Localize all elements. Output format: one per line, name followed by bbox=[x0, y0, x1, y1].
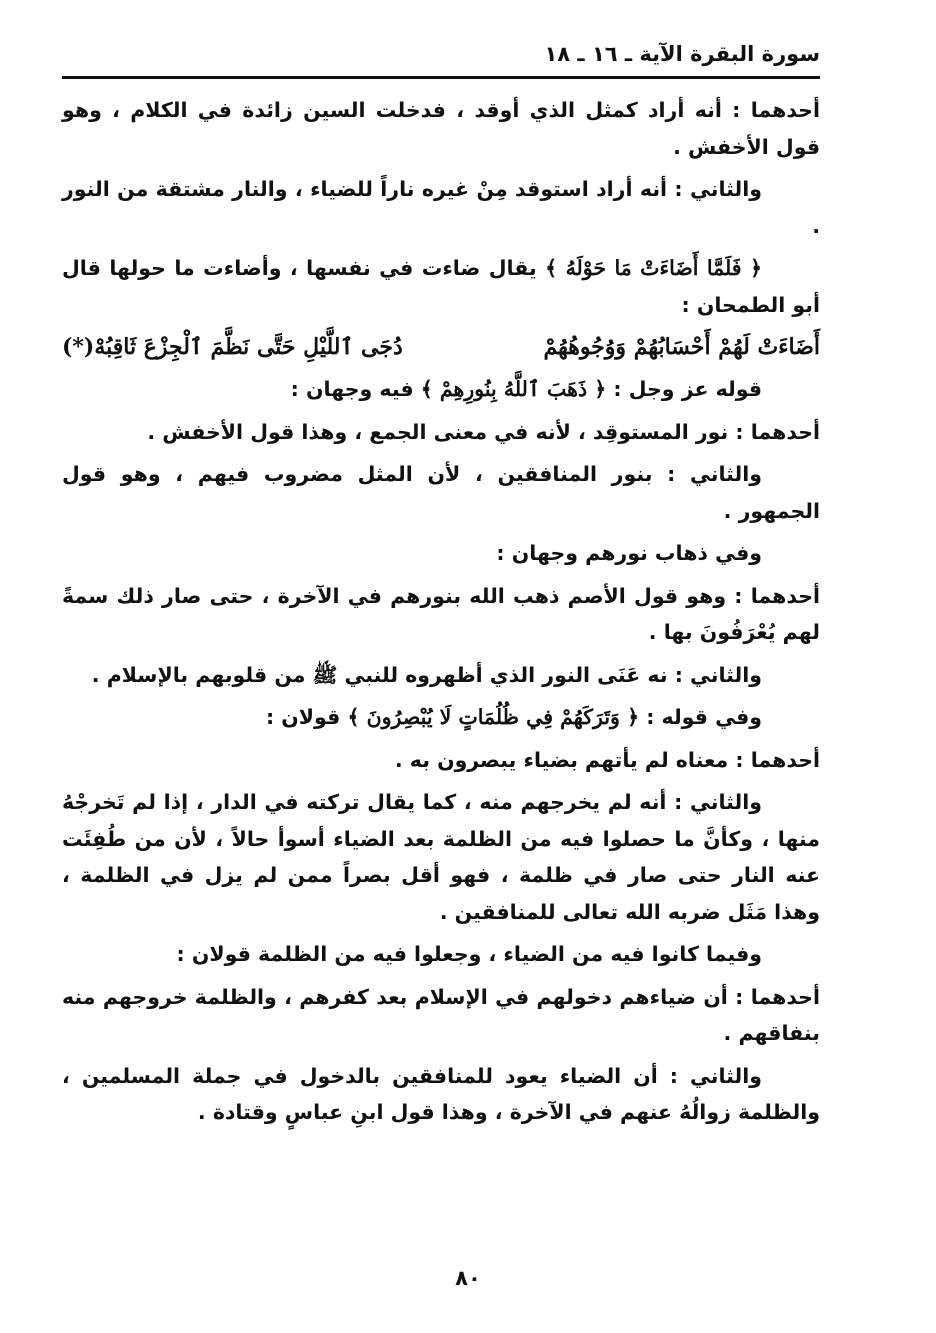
paragraph bbox=[62, 250, 820, 323]
paragraph-prefix: قوله عز وجل : bbox=[606, 377, 762, 401]
paragraph: وفي ذهاب نورهم وجهان : bbox=[496, 541, 762, 565]
paragraph bbox=[62, 371, 820, 408]
paragraph: وفيما كانوا فيه من الضياء ، وجعلوا فيه من الظلمة قولان : bbox=[176, 942, 762, 966]
header-title: سورة البقرة الآية ـ ١٦ ـ ١٨ bbox=[544, 42, 820, 66]
poetry-verse bbox=[62, 329, 820, 365]
paragraph: أحدهما : أن ضياءهم دخولهم في الإسلام بعد كفرهم ، والظلمة خروجهم منه بنفاقهم . bbox=[62, 984, 820, 1045]
verse-first-hemistich: أَضَاءَتْ لَهُمْ أَحْسَابُهُمْ وَوُجُوهُهُمْ bbox=[543, 334, 820, 360]
paragraph-text: يقال ضاءت في نفسها ، وأضاءت ما حولها قال أبو الطمحان : bbox=[62, 256, 820, 317]
paragraph: أحدهما : وهو قول الأصم ذهب الله بنورهم في الآخرة ، حتى صار ذلك سمةً لهم يُعْرَفُونَ بها . bbox=[62, 583, 820, 644]
paragraph: والثاني : نه عَنَى النور الذي أظهروه للنبي ﷺ من قلوبهم بالإسلام . bbox=[91, 662, 762, 687]
verse-second-hemistich: دُجَى ٱللَّيْلِ حَتَّى نَظَّمَ ٱلْجِزْعَ ثَاقِبُهْ(*) bbox=[62, 334, 403, 360]
quran-verse: ﴿ فَلَمَّا أَضَاءَتْ مَا حَوْلَهُ ﴾ bbox=[545, 256, 763, 280]
body-text bbox=[62, 92, 820, 1137]
quran-verse: ﴿ وَتَرَكَهُمْ فِي ظُلُمَاتٍ لَا يُبْصِرُونَ ﴾ bbox=[347, 705, 640, 729]
paragraph-prefix: وفي قوله : bbox=[639, 705, 762, 729]
quran-verse: ﴿ ذَهَبَ ٱللَّهُ بِنُورِهِمْ ﴾ bbox=[420, 377, 607, 401]
paragraph-text: فيه وجهان : bbox=[290, 377, 421, 401]
paragraph bbox=[62, 699, 820, 736]
running-header bbox=[62, 36, 820, 76]
paragraph: أحدهما : أنه أراد كمثل الذي أوقد ، فدخلت السين زائدة في الكلام ، وهو قول الأخفش . bbox=[62, 98, 820, 159]
paragraph: والثاني : أنه لم يخرجهم منه ، كما يقال تركته في الدار ، إذا لم تَخرجْهُ منها ، وكأنَّ ما حصلوا فيه من الظلمة بعد الضياء أسوأ حالاً ، لأن من طُفِئَت عنه النار حتى صار في ظلمة ، فهو أقل بصراً ممن لم يزل في الظلمة ، وهذا مَثَل ضربه الله تعالى للمنافقين . bbox=[62, 790, 820, 924]
paragraph: والثاني : بنور المنافقين ، لأن المثل مضروب فيهم ، وهو قول الجمهور . bbox=[62, 462, 820, 523]
page-number: ٨٠ bbox=[455, 1266, 481, 1290]
paragraph: والثاني : أن الضياء يعود للمنافقين بالدخول في جملة المسلمين ، والظلمة زوالُهُ عنهم في الآخرة ، وهذا قول ابنِ عباسٍ وقتادة . bbox=[62, 1063, 820, 1124]
header-rule bbox=[62, 76, 820, 79]
paragraph: أحدهما : نور المستوقِد ، لأنه في معنى الجمع ، وهذا قول الأخفش . bbox=[147, 419, 820, 444]
paragraph-text: قولان : bbox=[265, 705, 348, 729]
paragraph: والثاني : أنه أراد استوقد مِنْ غيره ناراً للضياء ، والنار مشتقة من النور . bbox=[62, 177, 820, 238]
paragraph: أحدهما : معناه لم يأتهم بضياء يبصرون به . bbox=[394, 747, 820, 772]
